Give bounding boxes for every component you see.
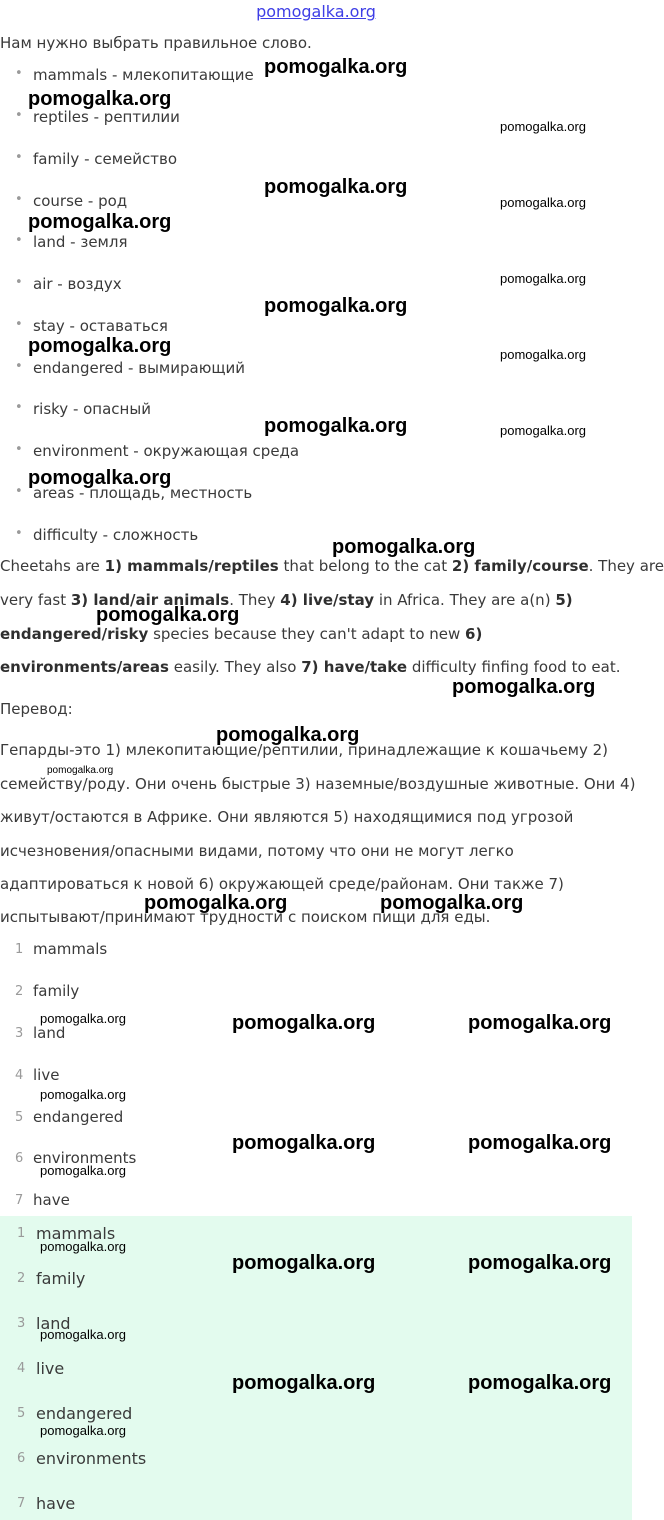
watermark: pomogalka.org [232,1372,376,1394]
answer-number: 4 [15,1068,24,1083]
translation-line: исчезновения/опасными видами, потому что они не могут легко [0,842,514,860]
answer-word: land [33,1024,66,1042]
vocab-item: mammals - млекопитающие [33,66,254,84]
answer-number: 4 [17,1361,26,1376]
answer-number: 7 [17,1496,26,1511]
bullet-icon: • [15,150,23,165]
bullet-icon: • [15,233,23,248]
watermark: pomogalka.org [468,1132,612,1154]
translation-line: Гепарды-это 1) млекопитающие/рептилии, принадлежащие к кошачьему 2) [0,741,609,759]
watermark: pomogalka.org [40,1163,126,1178]
bullet-icon: • [15,275,23,290]
watermark: pomogalka.org [264,176,408,198]
bullet-icon: • [15,484,23,499]
vocab-item: land - земля [33,233,128,251]
answer-number: 6 [17,1451,26,1466]
vocab-item: risky - опасный [33,400,151,418]
watermark: pomogalka.org [500,195,586,210]
answer-word: have [36,1494,76,1513]
vocab-item: family - семейство [33,150,178,168]
watermark: pomogalka.org [468,1372,612,1394]
exercise-line: environments/areas easily. They also 7) have/take difficulty finfing food to eat. [0,658,621,676]
watermark: pomogalka.org [500,423,586,438]
vocab-item: environment - окружающая среда [33,442,300,460]
translation-line: семейству/роду. Они очень быстрые 3) наземные/воздушные животные. Они 4) [0,775,636,793]
exercise-line: very fast 3) land/air animals. They 4) live/stay in Africa. They are a(n) 5) [0,591,573,609]
answer-number: 1 [17,1226,26,1241]
answer-number: 6 [15,1151,24,1166]
bullet-icon: • [15,317,23,332]
bullet-icon: • [15,442,23,457]
watermark: pomogalka.org [380,892,524,914]
answer-number: 3 [17,1316,26,1331]
answer-number: 5 [15,1110,24,1125]
answer-word: environments [36,1449,147,1468]
watermark: pomogalka.org [500,271,586,286]
watermark: pomogalka.org [264,56,408,78]
site-link[interactable]: pomogalka.org [256,2,376,21]
watermark: pomogalka.org [500,347,586,362]
intro-text: Нам нужно выбрать правильное слово. [0,34,312,52]
bullet-icon: • [15,66,23,81]
watermark: pomogalka.org [40,1087,126,1102]
answer-word: have [33,1191,70,1209]
watermark: pomogalka.org [500,119,586,134]
vocab-item: course - род [33,192,128,210]
answer-word: endangered [36,1404,133,1423]
translation-line: испытывают/принимают трудности с поиском пищи для еды. [0,908,491,926]
answer-word: live [33,1066,60,1084]
watermark: pomogalka.org [264,415,408,437]
watermark: pomogalka.org [28,211,172,233]
watermark: pomogalka.org [232,1132,376,1154]
watermark: pomogalka.org [28,335,172,357]
watermark: pomogalka.org [40,1423,126,1438]
translation-label: Перевод: [0,700,73,718]
bullet-icon: • [15,359,23,374]
watermark: pomogalka.org [216,724,360,746]
answer-number: 1 [15,942,24,957]
watermark: pomogalka.org [332,536,476,558]
watermark: pomogalka.org [468,1252,612,1274]
answer-number: 5 [17,1406,26,1421]
bullet-icon: • [15,400,23,415]
vocab-item: endangered - вымирающий [33,359,245,377]
answer-word: live [36,1359,65,1378]
watermark: pomogalka.org [28,88,172,110]
answer-number: 2 [17,1271,26,1286]
answer-number: 7 [15,1193,24,1208]
vocab-item: areas - площадь, местность [33,484,253,502]
exercise-line: Cheetahs are 1) mammals/reptiles that belong to the cat 2) family/course. They are [0,557,664,575]
answer-word: mammals [36,1224,116,1243]
watermark: pomogalka.org [40,1011,126,1026]
translation-line: адаптироваться к новой 6) окружающей среде/районам. Они также 7) [0,875,564,893]
answer-word: family [33,982,80,1000]
bullet-icon: • [15,192,23,207]
watermark: pomogalka.org [28,467,172,489]
watermark: pomogalka.org [47,765,114,776]
vocab-item: difficulty - сложность [33,526,199,544]
answer-word: endangered [33,1108,124,1126]
vocab-item: stay - оставаться [33,317,168,335]
watermark: pomogalka.org [144,892,288,914]
answer-word: land [36,1314,71,1333]
watermark: pomogalka.org [264,295,408,317]
answer-word: environments [33,1149,137,1167]
answer-number: 3 [15,1026,24,1041]
answer-word: family [36,1269,86,1288]
bullet-icon: • [15,108,23,123]
answer-number: 2 [15,984,24,999]
watermark: pomogalka.org [452,676,596,698]
watermark: pomogalka.org [232,1252,376,1274]
answer-word: mammals [33,940,108,958]
translation-line: живут/остаются в Африке. Они являются 5) находящимися под угрозой [0,808,574,826]
vocab-item: air - воздух [33,275,122,293]
vocab-item: reptiles - рептилии [33,108,180,126]
exercise-line: endangered/risky species because they can't adapt to new 6) [0,625,483,643]
bullet-icon: • [15,526,23,541]
watermark: pomogalka.org [468,1012,612,1034]
watermark: pomogalka.org [40,1239,126,1254]
watermark: pomogalka.org [96,604,240,626]
watermark: pomogalka.org [40,1327,126,1342]
watermark: pomogalka.org [232,1012,376,1034]
